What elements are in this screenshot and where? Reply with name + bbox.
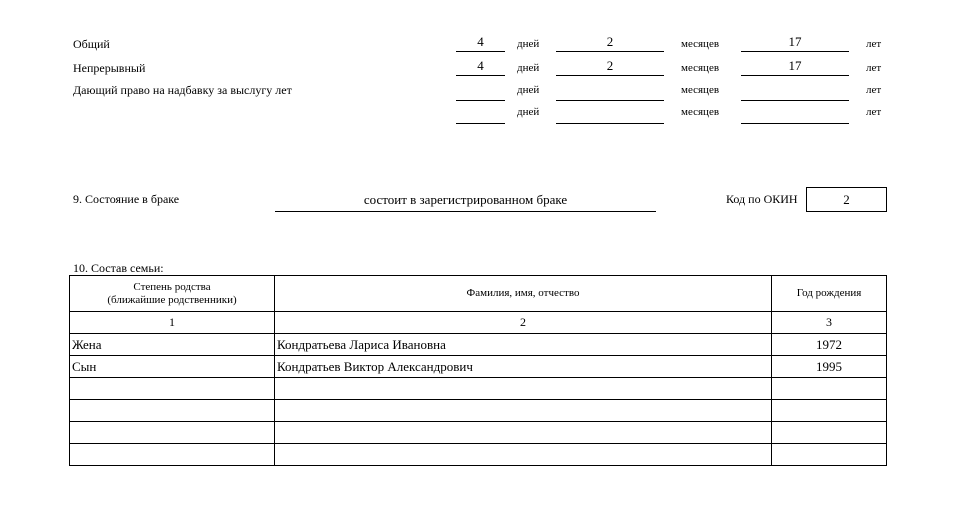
service-extra-months[interactable] <box>556 107 664 124</box>
years-unit-label: лет <box>866 38 882 50</box>
birthyear-cell[interactable] <box>772 378 887 400</box>
days-unit-label: дней <box>517 62 540 74</box>
fullname-cell[interactable] <box>275 378 772 400</box>
months-unit-label: месяцев <box>681 38 720 50</box>
birthyear-cell[interactable] <box>772 444 887 466</box>
service-bonus-months[interactable] <box>556 84 664 101</box>
birthyear-cell[interactable] <box>772 400 887 422</box>
service-total-months[interactable]: 2 <box>556 35 664 52</box>
col-header-fullname: Фамилия, имя, отчество <box>275 276 772 312</box>
months-unit-label: месяцев <box>681 106 720 118</box>
table-row <box>70 334 887 356</box>
fullname-cell[interactable]: Кондратьев Виктор Александрович <box>275 356 772 378</box>
years-unit-label: лет <box>866 62 882 74</box>
service-bonus-days[interactable] <box>456 84 505 101</box>
family-table-numbers <box>70 312 887 334</box>
birthyear-cell[interactable]: 1995 <box>772 356 887 378</box>
relation-cell[interactable] <box>70 378 275 400</box>
service-continuous-months[interactable]: 2 <box>556 59 664 76</box>
birthyear-cell[interactable] <box>772 422 887 444</box>
marital-status-field[interactable]: состоит в зарегистрированном браке <box>275 191 656 212</box>
col-number: 3 <box>772 312 887 334</box>
years-unit-label: лет <box>866 106 882 118</box>
marital-label: 9. Состояние в браке <box>73 192 180 206</box>
table-row <box>70 378 887 400</box>
days-unit-label: дней <box>517 38 540 50</box>
okin-code-field[interactable]: 2 <box>806 187 887 212</box>
fullname-cell[interactable] <box>275 400 772 422</box>
days-unit-label: дней <box>517 106 540 118</box>
service-total-days[interactable]: 4 <box>456 35 505 52</box>
service-total-years[interactable]: 17 <box>741 35 849 52</box>
relation-cell[interactable] <box>70 422 275 444</box>
months-unit-label: месяцев <box>681 62 720 74</box>
days-unit-label: дней <box>517 84 540 96</box>
family-title: 10. Состав семьи: <box>73 261 164 275</box>
table-row <box>70 400 887 422</box>
table-row <box>70 422 887 444</box>
okin-label: Код по ОКИН <box>726 192 798 206</box>
fullname-cell[interactable]: Кондратьева Лариса Ивановна <box>275 334 772 356</box>
service-continuous-label: Непрерывный <box>73 61 146 75</box>
family-table-header <box>70 276 887 312</box>
col-header-relation: Степень родства (ближайшие родственники) <box>70 276 275 312</box>
service-bonus-years[interactable] <box>741 84 849 101</box>
table-row <box>70 356 887 378</box>
service-continuous-days[interactable]: 4 <box>456 59 505 76</box>
family-table <box>69 275 887 466</box>
service-extra-years[interactable] <box>741 107 849 124</box>
fullname-cell[interactable] <box>275 422 772 444</box>
col-header-birthyear: Год рождения <box>772 276 887 312</box>
fullname-cell[interactable] <box>275 444 772 466</box>
months-unit-label: месяцев <box>681 84 720 96</box>
service-continuous-years[interactable]: 17 <box>741 59 849 76</box>
relation-cell[interactable] <box>70 444 275 466</box>
relation-cell[interactable]: Жена <box>70 334 275 356</box>
col-number: 2 <box>275 312 772 334</box>
years-unit-label: лет <box>866 84 882 96</box>
service-extra-days[interactable] <box>456 107 505 124</box>
service-total-label: Общий <box>73 37 110 51</box>
relation-cell[interactable]: Сын <box>70 356 275 378</box>
col-number: 1 <box>70 312 275 334</box>
birthyear-cell[interactable]: 1972 <box>772 334 887 356</box>
table-row <box>70 444 887 466</box>
relation-cell[interactable] <box>70 400 275 422</box>
service-bonus-label: Дающий право на надбавку за выслугу лет <box>73 83 292 97</box>
